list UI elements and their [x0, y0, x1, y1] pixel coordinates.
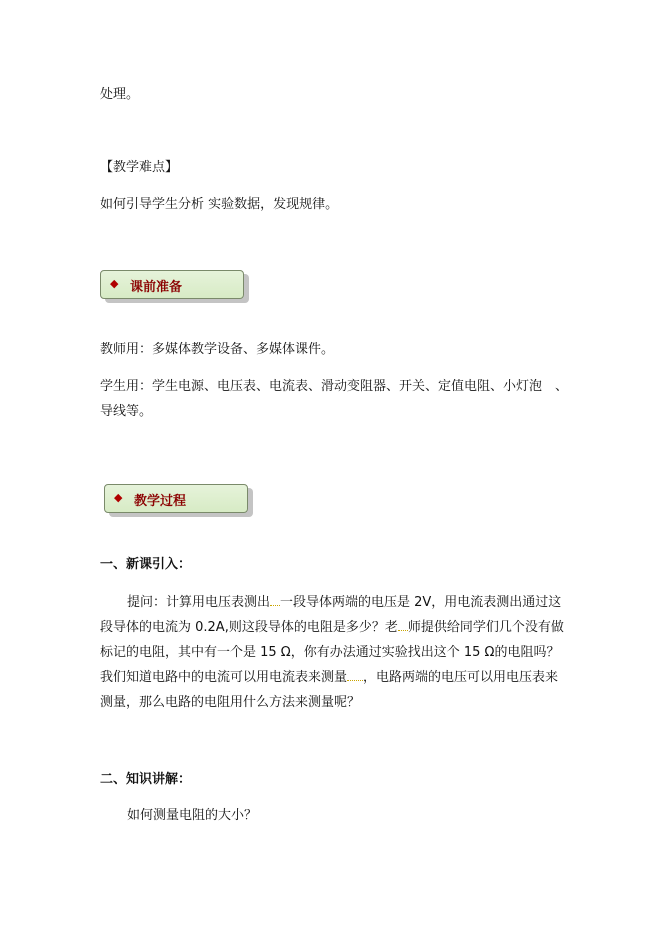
part1-text-b: 一段导体两端的电压是 2V，用电流表测出通过这段导体的电流为 0.2A,则这段导体的电阻是多少？老: [100, 595, 562, 635]
process-heading-box: [104, 484, 248, 513]
diamond-icon: ◆: [114, 491, 123, 504]
prep-heading: 课前准备: [130, 280, 183, 295]
difficulty-text: 如何引导学生分析 实验数据，发现规律。: [100, 197, 339, 212]
prep-heading-box: [100, 270, 244, 299]
part1-text-c: 师提供给同学们几个没有做标记的电阻，其中有一个是 15 Ω，你有办法通过实验找出这个 15 Ω的电阻吗？我们知道电路中的电流可以用电流表来测量: [100, 620, 564, 685]
part1-text-a: 提问：计算用电压表测出: [127, 595, 271, 610]
part1-title: 一、新课引入：: [100, 557, 192, 572]
diamond-icon: ◆: [110, 277, 119, 290]
part2-question: 如何测量电阻的大小？: [127, 808, 258, 823]
student-materials-line1: 学生用：学生电源、电压表、电流表、滑动变阻器、开关、定值电阻、小灯泡 、: [100, 379, 569, 394]
part2-title: 二、知识讲解：: [100, 772, 192, 787]
process-heading: 教学过程: [134, 494, 187, 509]
highlight-mark: [398, 620, 408, 631]
student-materials-line2: 导线等。: [100, 404, 153, 419]
highlight-mark: [270, 595, 280, 606]
intro-line: 处理。: [100, 87, 140, 102]
teacher-materials: 教师用：多媒体教学设备、多媒体课件。: [100, 342, 335, 357]
difficulty-title: 【教学难点】: [100, 160, 179, 175]
highlight-mark: [347, 670, 363, 681]
part1-text-d: ，电路两端的电压可以用电压表来测量，那么电路的电阻用什么方法来测量呢？: [100, 670, 559, 710]
part1-paragraph: [100, 590, 570, 715]
